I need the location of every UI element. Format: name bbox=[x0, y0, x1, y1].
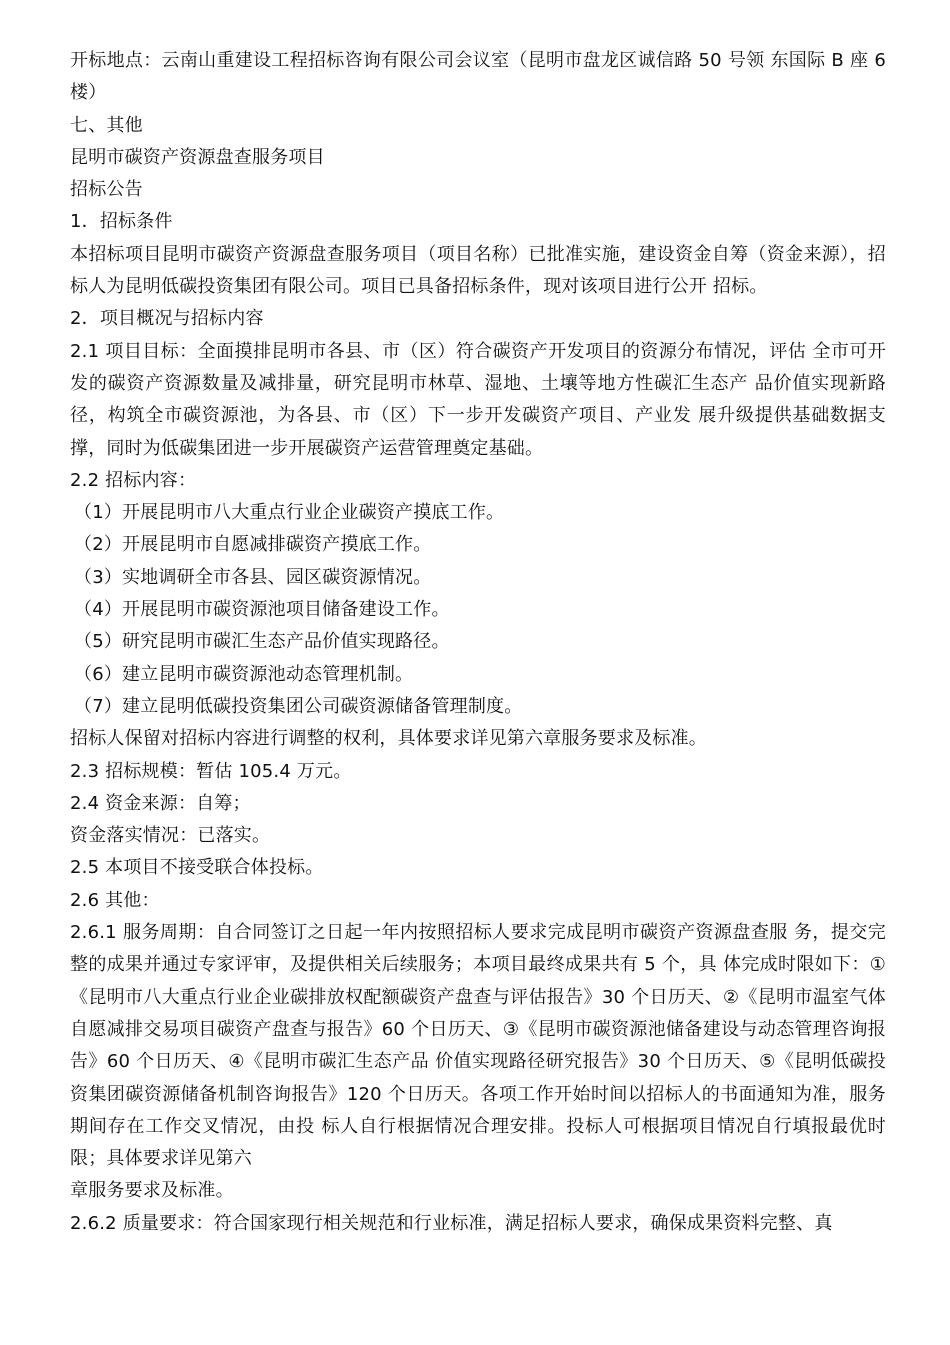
heading-project-overview: 2．项目概况与招标内容 bbox=[70, 308, 264, 330]
list-item: （4）开展昆明市碳资源池项目储备建设工作。 bbox=[74, 599, 450, 621]
list-item: （1）开展昆明市八大重点行业企业碳资产摸底工作。 bbox=[74, 502, 505, 524]
heading-bid-conditions: 1．招标条件 bbox=[70, 211, 173, 233]
announcement-title: 招标公告 bbox=[70, 179, 143, 201]
heading-bid-content: 2.2 招标内容： bbox=[70, 469, 197, 491]
section-heading-other: 七、其他 bbox=[70, 114, 143, 136]
bid-opening-location: 开标地点：云南山重建设工程招标咨询有限公司会议室（昆明市盘龙区诚信路 50 号领 东国际 B 座 6 楼） bbox=[70, 50, 886, 104]
list-item: （6）建立昆明市碳资源池动态管理机制。 bbox=[74, 663, 414, 685]
project-objective: 2.1 项目目标：全面摸排昆明市各县、市（区）符合碳资产开发项目的资源分布情况，评估 全市可开发的碳资产资源数量及减排量，研究昆明市林草、湿地、土壤等地方性碳汇生态产 品价值实现新路径，构筑全市碳资源池，为各县、市（区）下一步开发碳资产项目、产业发 展升级提供基础数据支撑，同时为低碳集团进一步开展碳资产运营管理奠定基础。 bbox=[70, 340, 886, 459]
content-adjustment-note: 招标人保留对招标内容进行调整的权利，具体要求详见第六章服务要求及标准。 bbox=[70, 728, 707, 750]
document-body bbox=[70, 45, 886, 1240]
bid-scale: 2.3 招标规模：暂估 105.4 万元。 bbox=[70, 760, 352, 782]
funding-source: 2.4 资金来源：自筹； bbox=[70, 792, 251, 814]
list-item: （2）开展昆明市自愿减排碳资产摸底工作。 bbox=[74, 534, 432, 556]
quality-requirements: 2.6.2 质量要求：符合国家现行相关规范和行业标准，满足招标人要求，确保成果资料完整、真 bbox=[70, 1212, 833, 1234]
funding-status: 资金落实情况：已落实。 bbox=[70, 825, 271, 847]
service-period-continued: 章服务要求及标准。 bbox=[70, 1180, 234, 1202]
list-item: （5）研究昆明市碳汇生态产品价值实现路径。 bbox=[74, 631, 450, 653]
heading-other-items: 2.6 其他： bbox=[70, 889, 160, 911]
service-period: 2.6.1 服务周期：自合同签订之日起一年内按照招标人要求完成昆明市碳资产资源盘查服 务，提交完整的成果并通过专家评审，及提供相关后续服务；本项目最终成果共有 5 个，具 体完成时限如下：①《昆明市八大重点行业企业碳排放权配额碳资产盘查与评估报告》30 个日历天、②《昆明市温室气体自愿减排交易项目碳资产盘查与报告》60 个日历天、③《昆明市碳资源池储备建设与动态管理咨询报告》60 个日历天、④《昆明市碳汇生态产品 价值实现路径研究报告》30 个日历天、⑤《昆明低碳投资集团碳资源储备机制咨询报告》120 个日历天。各项工作开始时间以招标人的书面通知为准，服务期间存在工作交叉情况，由投 标人自行根据情况合理安排。投标人可根据项目情况自行填报最优时限；具体要求详见第六 bbox=[70, 922, 886, 1170]
bid-conditions-text: 本招标项目昆明市碳资产资源盘查服务项目（项目名称）已批准实施，建设资金自筹（资金来源），招标人为昆明低碳投资集团有限公司。项目已具备招标条件，现对该项目进行公开 招标。 bbox=[70, 243, 886, 298]
list-item: （3）实地调研全市各县、园区碳资源情况。 bbox=[74, 566, 432, 588]
consortium-policy: 2.5 本项目不接受联合体投标。 bbox=[70, 857, 324, 879]
list-item: （7）建立昆明低碳投资集团公司碳资源储备管理制度。 bbox=[74, 695, 523, 717]
project-title: 昆明市碳资产资源盘查服务项目 bbox=[70, 146, 325, 168]
